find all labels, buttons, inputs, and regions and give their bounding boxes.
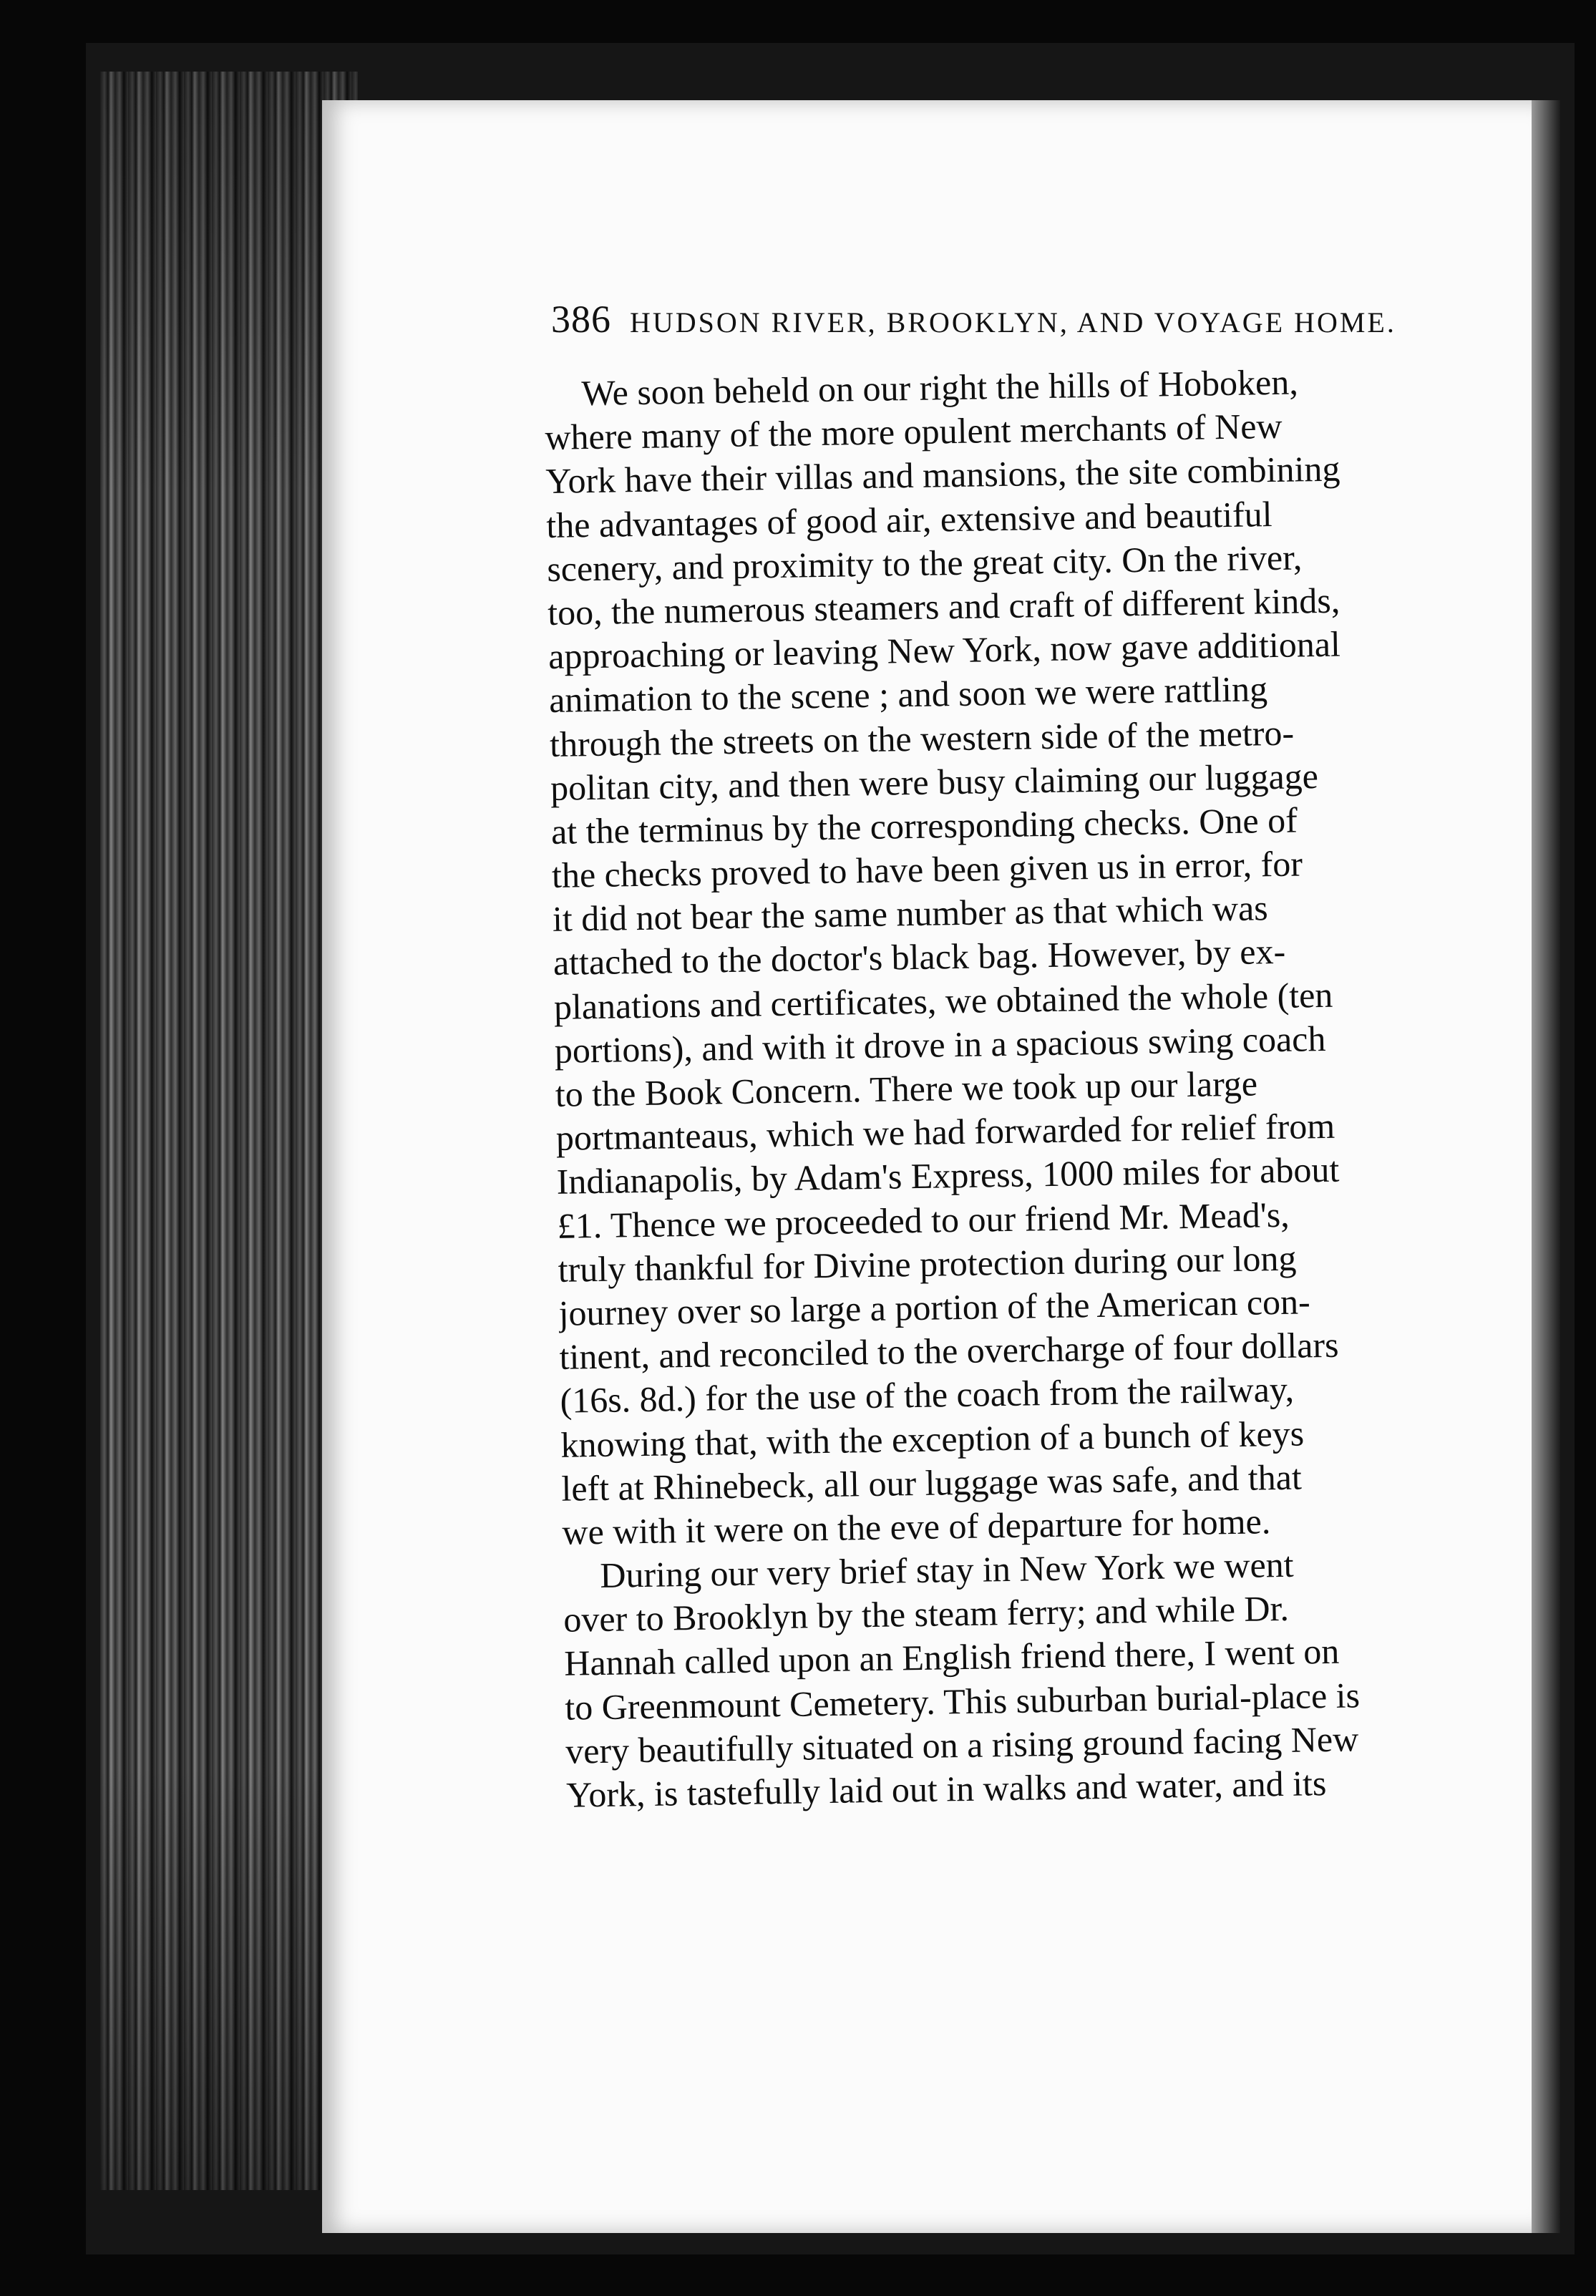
text-line: planations and certificates, we obtained the whole (ten: [553, 974, 1333, 1027]
text-line: the advantages of good air, extensive and beautiful: [545, 493, 1273, 545]
page-header: [551, 297, 1396, 347]
text-line: York, is tastefully laid out in walks and water, and its: [565, 1763, 1327, 1815]
text-line: (16s. 8d.) for the use of the coach from the railway,: [560, 1369, 1295, 1421]
text-line: very beautifully situated on a rising ground facing New: [565, 1718, 1359, 1771]
text-line: portmanteaus, which we had forwarded for relief from: [555, 1105, 1335, 1159]
text-line: left at Rhinebeck, all our luggage was safe, and that: [561, 1456, 1303, 1509]
text-line: York have their villas and mansions, the site combining: [545, 448, 1340, 502]
text-line: the checks proved to have been given us in error, for: [551, 843, 1303, 895]
text-line: tinent, and reconciled to the overcharge of four dollars: [559, 1324, 1339, 1377]
body-text: [544, 357, 1512, 1817]
text-line: we with it were on the eve of departure for home.: [562, 1501, 1271, 1552]
text-line: truly thankful for Divine protection during our long: [558, 1237, 1297, 1290]
text-line: Hannah called upon an English friend there, I went on: [563, 1631, 1340, 1684]
running-head: HUDSON RIVER, BROOKLYN, AND VOYAGE HOME.: [630, 306, 1396, 339]
text-line: animation to the scene ; and soon we were rattling: [548, 668, 1268, 721]
text-line: knowing that, with the exception of a bunch of keys: [560, 1413, 1305, 1465]
text-line: journey over so large a portion of the American con-: [558, 1281, 1311, 1333]
text-line: Indianapolis, by Adam's Express, 1000 miles for about: [556, 1149, 1340, 1202]
text-line: too, the numerous steamers and craft of different kinds,: [547, 580, 1340, 633]
page-right-edge: [1532, 100, 1560, 2233]
text-line: it did not bear the same number as that which was: [552, 887, 1269, 940]
text-line: politan city, and then were busy claiming our luggage: [550, 755, 1319, 808]
text-line: at the terminus by the corresponding checks. One of: [550, 799, 1298, 852]
text-line: to Greenmount Cemetery. This suburban burial-place is: [564, 1674, 1361, 1728]
text-line: During our very brief stay in New York we went: [599, 1544, 1295, 1596]
text-line: £1. Thence we proceeded to our friend Mr. Mead's,: [557, 1194, 1290, 1246]
text-line: attached to the doctor's black bag. However, by ex-: [553, 931, 1286, 983]
page-number: 386: [551, 298, 611, 341]
text-line: approaching or leaving New York, now gave additional: [548, 623, 1341, 677]
text-line: We soon beheld on our right the hills of Hoboken,: [581, 361, 1299, 414]
text-line: through the streets on the western side of the metro-: [549, 712, 1295, 764]
text-line: portions), and with it drove in a spacious swing coach: [554, 1018, 1326, 1071]
page-edges: [100, 72, 358, 2190]
text-line: to the Book Concern. There we took up our large: [555, 1063, 1258, 1114]
text-line: scenery, and proximity to the great city. On the river,: [546, 537, 1303, 589]
text-line: over to Brooklyn by the steam ferry; and while Dr.: [563, 1588, 1290, 1640]
text-line: where many of the more opulent merchants of New: [544, 405, 1283, 458]
